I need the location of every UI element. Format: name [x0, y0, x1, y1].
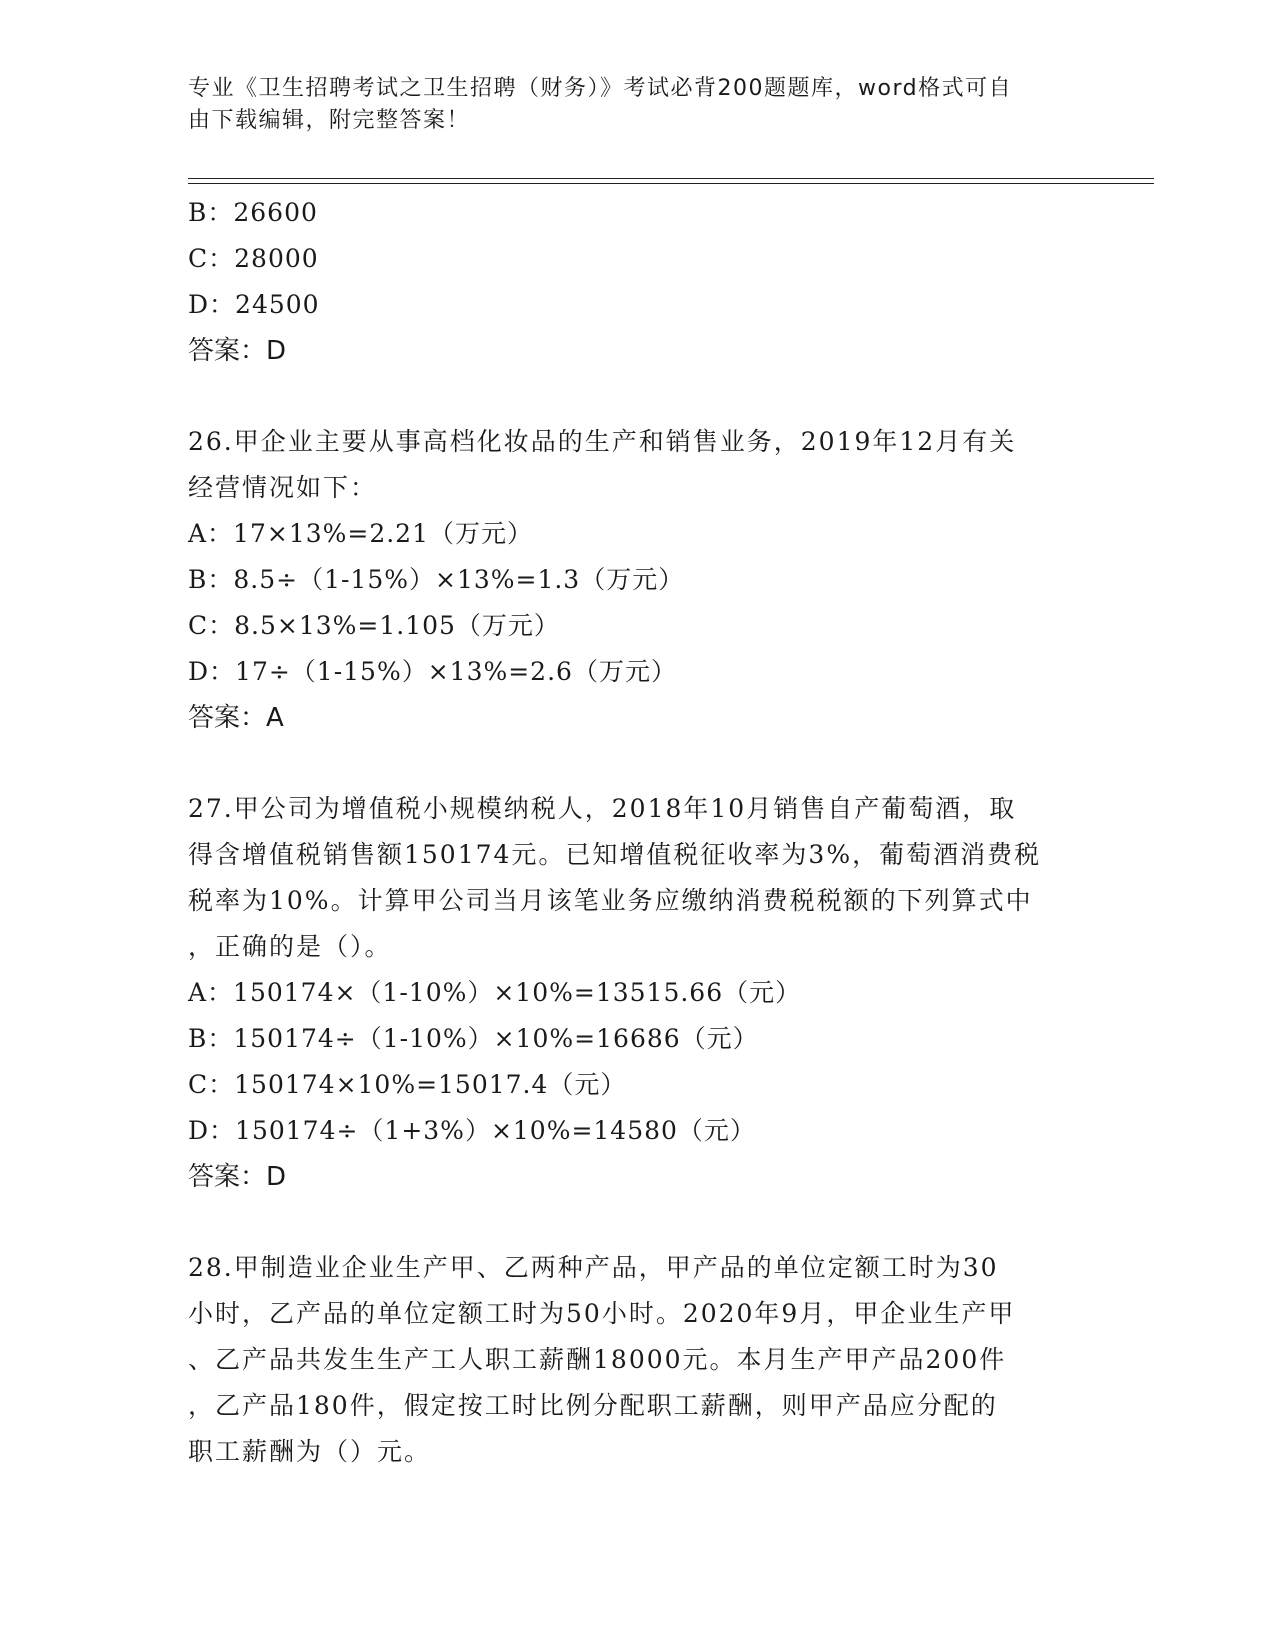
header-line-2: 由下载编辑，附完整答案！: [188, 108, 471, 133]
option-c: C：150174×10%=15017.4（元）: [188, 1070, 627, 1099]
question-25-tail: [188, 190, 1088, 374]
question-26: [188, 419, 1088, 741]
question-text-line: 税率为10%。计算甲公司当月该笔业务应缴纳消费税税额的下列算式中: [188, 886, 1033, 915]
question-28: [188, 1245, 1088, 1475]
document-body: [188, 190, 1088, 1475]
question-text-line: 26.甲企业主要从事高档化妆品的生产和销售业务，2019年12月有关: [188, 427, 1017, 456]
question-text-line: 小时，乙产品的单位定额工时为50小时。2020年9月，甲企业生产甲: [188, 1299, 1016, 1328]
option-a: A：17×13%=2.21（万元）: [188, 519, 533, 548]
document-header: [188, 73, 1068, 137]
option-b: B：8.5÷（1-15%）×13%=1.3（万元）: [188, 565, 685, 594]
header-divider-bottom: [188, 183, 1154, 184]
option-d: D：24500: [188, 290, 320, 319]
option-d: D：17÷（1-15%）×13%=2.6（万元）: [188, 657, 677, 686]
option-a: A：150174×（1-10%）×10%=13515.66（元）: [188, 978, 802, 1007]
header-divider-top: [188, 178, 1154, 179]
question-text-line: ，正确的是（）。: [188, 932, 392, 961]
answer-label: 答案：A: [188, 703, 284, 733]
question-text-line: 得含增值税销售额150174元。已知增值税征收率为3%，葡萄酒消费税: [188, 840, 1042, 869]
question-text-line: ，乙产品180件，假定按工时比例分配职工薪酬，则甲产品应分配的: [188, 1391, 998, 1420]
question-text-line: 27.甲公司为增值税小规模纳税人，2018年10月销售自产葡萄酒，取: [188, 794, 1017, 823]
question-text-line: 职工薪酬为（）元。: [188, 1437, 432, 1466]
question-text-line: 28.甲制造业企业生产甲、乙两种产品，甲产品的单位定额工时为30: [188, 1253, 999, 1282]
header-line-1: 专业《卫生招聘考试之卫生招聘（财务）》考试必背200题题库，word格式可自: [188, 76, 1013, 101]
question-text-line: 、乙产品共发生生产工人职工薪酬18000元。本月生产甲产品200件: [188, 1345, 1007, 1374]
question-text-line: 经营情况如下：: [188, 473, 378, 502]
option-b: B：150174÷（1-10%）×10%=16686（元）: [188, 1024, 759, 1053]
answer-label: 答案：D: [188, 1162, 287, 1192]
option-d: D：150174÷（1+3%）×10%=14580（元）: [188, 1116, 756, 1145]
option-c: C：28000: [188, 244, 319, 273]
option-c: C：8.5×13%=1.105（万元）: [188, 611, 560, 640]
question-27: [188, 786, 1088, 1200]
answer-label: 答案：D: [188, 336, 287, 366]
option-b: B：26600: [188, 198, 318, 227]
